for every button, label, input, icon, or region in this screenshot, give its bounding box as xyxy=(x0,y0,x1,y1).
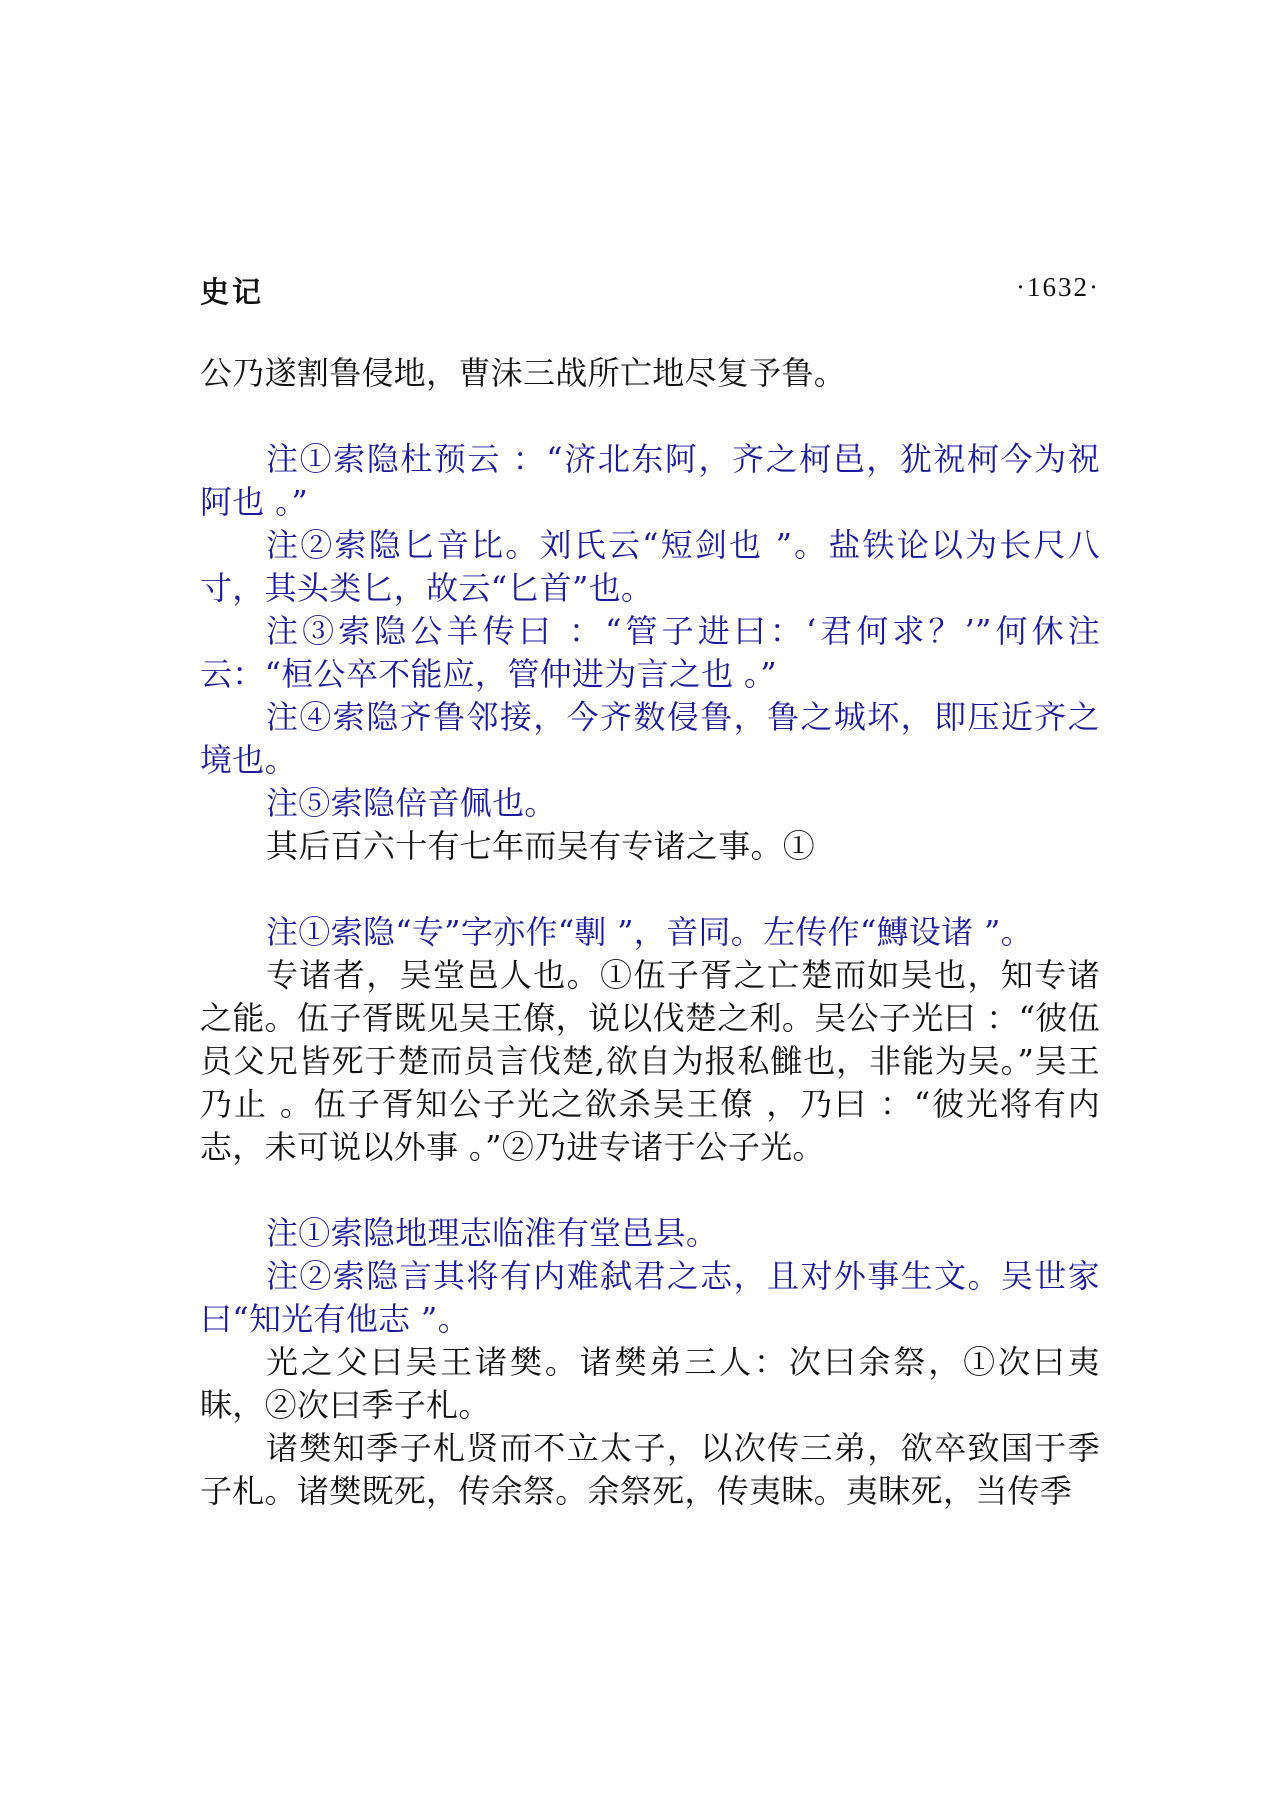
paragraph: 公乃遂割鲁侵地，曹沬三战所亡地尽复予鲁。 xyxy=(200,354,847,392)
paragraph: 其后百六十有七年而吴有专诸之事。① xyxy=(266,827,816,865)
annotation-paragraph: 注②索隐匕音比。刘氏云“短剑也 ”。盐铁论以为长尺八寸，其头类匕，故云“匕首”也。 xyxy=(200,526,1100,607)
page-body xyxy=(200,352,1100,1513)
annotation-paragraph: 注①索隐地理志临淮有堂邑县。 xyxy=(266,1214,719,1252)
annotation-paragraph: 注③索隐公羊传曰 ：“管子进曰：‘君何求？’”何休注云：“桓公卒不能应，管仲进为言之也 。” xyxy=(200,612,1100,693)
annotation-paragraph: 注⑤索隐倍音佩也。 xyxy=(266,784,557,822)
annotation-paragraph: 注②索隐言其将有内难弑君之志，且对外事生文。吴世家曰“知光有他志 ”。 xyxy=(200,1257,1100,1338)
paragraph: 专诸者，吴堂邑人也。①伍子胥之亡楚而如吴也，知专诸之能。伍子胥既见吴王僚，说以伐楚之利。吴公子光曰 ：“彼伍员父兄皆死于楚而员言伐楚,欲自为报私雠也，非能为吴。”吴王乃止 。伍子胥知公子光之欲杀吴王僚 ，乃曰 ：“彼光将有内志，未可说以外事 。”②乃进专诸于公子光。 xyxy=(200,956,1100,1166)
annotation-paragraph: 注④索隐齐鲁邻接，今齐数侵鲁，鲁之城坏，即压近齐之境也。 xyxy=(200,698,1100,779)
annotation-paragraph: 注①索隐杜预云 ：“济北东阿，齐之柯邑，犹祝柯今为祝阿也 。” xyxy=(200,440,1100,521)
annotation-paragraph: 注①索隐“专”字亦作“剸 ”，音同。左传作“鱄设诸 ”。 xyxy=(266,913,1033,951)
paragraph: 光之父曰吴王诸樊。诸樊弟三人：次曰余祭，①次曰夷眜，②次曰季子札。 xyxy=(200,1343,1100,1424)
page-header xyxy=(200,270,1100,310)
book-title: 史记 xyxy=(200,275,265,309)
page-number: ·1632· xyxy=(1016,272,1100,302)
paragraph: 诸樊知季子札贤而不立太子，以次传三弟，欲卒致国于季子札。诸樊既死，传余祭。余祭死，传夷眜。夷眜死，当传季 xyxy=(200,1429,1100,1510)
